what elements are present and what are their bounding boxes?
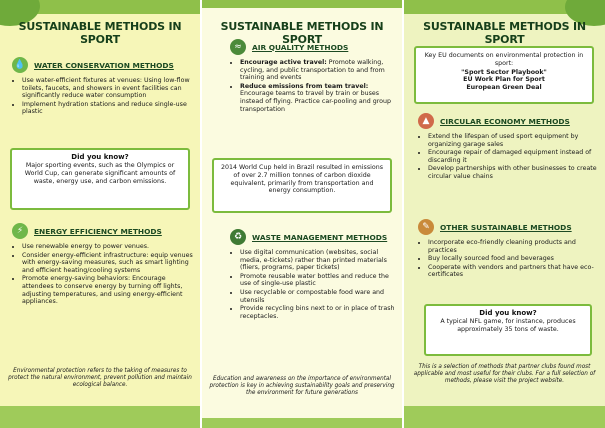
energy-list [12,243,194,306]
waste-section [230,228,398,321]
fact-box [212,158,392,213]
water-list [12,77,194,116]
leaf-border-top [202,0,402,8]
footer-note: Environmental protection refers to the taking of measures to protect the natural environment, prevent pollution and maintain ecological balance. [8,368,192,388]
list-item: • Use renewable energy to power venues. [22,243,194,251]
wind-icon: ≈ [230,39,246,55]
did-you-know-box [10,148,190,210]
circular-list [418,133,600,181]
list-item: • Buy locally sourced food and beverages [428,255,600,263]
section-heading: WASTE MANAGEMENT METHODS [252,232,388,242]
list-item: • Promote energy-saving behaviors: Encourage attendees to conserve energy by turning off lights, adjusting temperatures, and using energy-efficient appliances. [22,275,194,305]
box-intro: Key EU documents on environmental protection in sport: [424,52,584,67]
panel-right [404,0,605,428]
shoe-icon: ▲ [418,113,434,129]
eu-doc-item: EU Work Plan for Sport [463,76,545,84]
section-heading: ENERGY EFFICIENCY METHODS [34,226,162,236]
list-item: • Incorporate eco-friendly cleaning products and practices [428,239,600,254]
footer-note: This is a selection of methods that partner clubs found most applicable and most useful for their clubs. For a full selection of methods, please visit the project website. [413,364,596,384]
eu-doc-item: "Sport Sector Playbook" [461,68,547,76]
waste-list [230,249,398,320]
air-section [230,38,398,114]
box-text: Major sporting events, such as the Olympics or World Cup, can generate significant amounts of waste, energy use, and carbon emissions. [24,162,176,185]
did-you-know-box [424,304,592,356]
page-title: SUSTAINABLE METHODS IN SPORT [423,20,586,46]
grass-decoration [404,406,605,428]
list-item: • Extend the lifespan of used sport equipment by organizing garage sales [428,133,600,148]
energy-section [12,222,194,307]
section-heading: CIRCULAR ECONOMY METHODS [440,116,570,126]
list-item: • Provide recycling bins next to or in place of trash receptacles. [240,305,398,320]
list-item: • Cooperate with vendors and partners that have eco-certificates [428,264,600,279]
box-text: 2014 World Cup held in Brazil resulted in emissions of over 2.7 million tonnes of carbon dioxide equivalent, primarily from transportation and energy consumption. [220,164,383,195]
other-list [418,239,600,279]
page-title: SUSTAINABLE METHODS IN SPORT [18,20,182,46]
eu-documents-box [414,46,594,104]
box-heading: Did you know? [71,153,129,161]
grass-decoration [0,406,200,428]
box-heading: Did you know? [479,309,537,317]
page-title: SUSTAINABLE METHODS IN SPORT [220,20,384,46]
panel-middle [202,0,402,428]
list-item: • Promote reusable water bottles and reduce the use of single-use plastic [240,273,398,288]
box-text: A typical NFL game, for instance, produces approximately 35 tons of waste. [440,318,576,333]
droplet-icon: 💧 [12,57,28,73]
list-item: • Implement hydration stations and reduce single-use plastic [22,101,194,116]
section-heading: WATER CONSERVATION METHODS [34,60,174,70]
air-list [230,59,398,113]
recycle-icon: ♻ [230,229,246,245]
circular-section [418,112,600,182]
eu-doc-item: European Green Deal [466,84,542,92]
list-item: • Use water-efficient fixtures at venues: Using low-flow toilets, faucets, and showers in event facilities can significantly reduce water consumption [22,77,194,100]
other-section [418,218,600,280]
section-heading: OTHER SUSTAINABLE METHODS [440,222,572,232]
list-item: • Use recyclable or compostable food ware and utensils [240,289,398,304]
list-item: • Use digital communication (websites, social media, e-tickets) rather than printed materials (fliers, programs, paper tickets) [240,249,398,272]
list-item: • Reduce emissions from team travel: Encourage teams to travel by train or buses instead of flying. Practice car-pooling and group transportation [240,83,398,113]
footer-note: Education and awareness on the importance of environmental protection is key in achieving sustainability goals and preserving the environment for future generations [209,376,395,396]
pencil-icon: ✎ [418,219,434,235]
water-section [12,56,194,117]
lightning-icon: ⚡ [12,223,28,239]
list-item: • Consider energy-efficient infrastructure: equip venues with energy-saving measures, such as smart lighting and efficient heating/cooling systems [22,252,194,275]
list-item: • Develop partnerships with other businesses to create circular value chains [428,165,600,180]
list-item: • Encourage repair of damaged equipment instead of discarding it [428,149,600,164]
panel-left [0,0,200,428]
list-item: • Encourage active travel: Promote walking, cycling, and public transportation to and from training and events [240,59,398,82]
grass-decoration [202,418,402,428]
section-heading: AIR QUALITY METHODS [252,42,349,52]
